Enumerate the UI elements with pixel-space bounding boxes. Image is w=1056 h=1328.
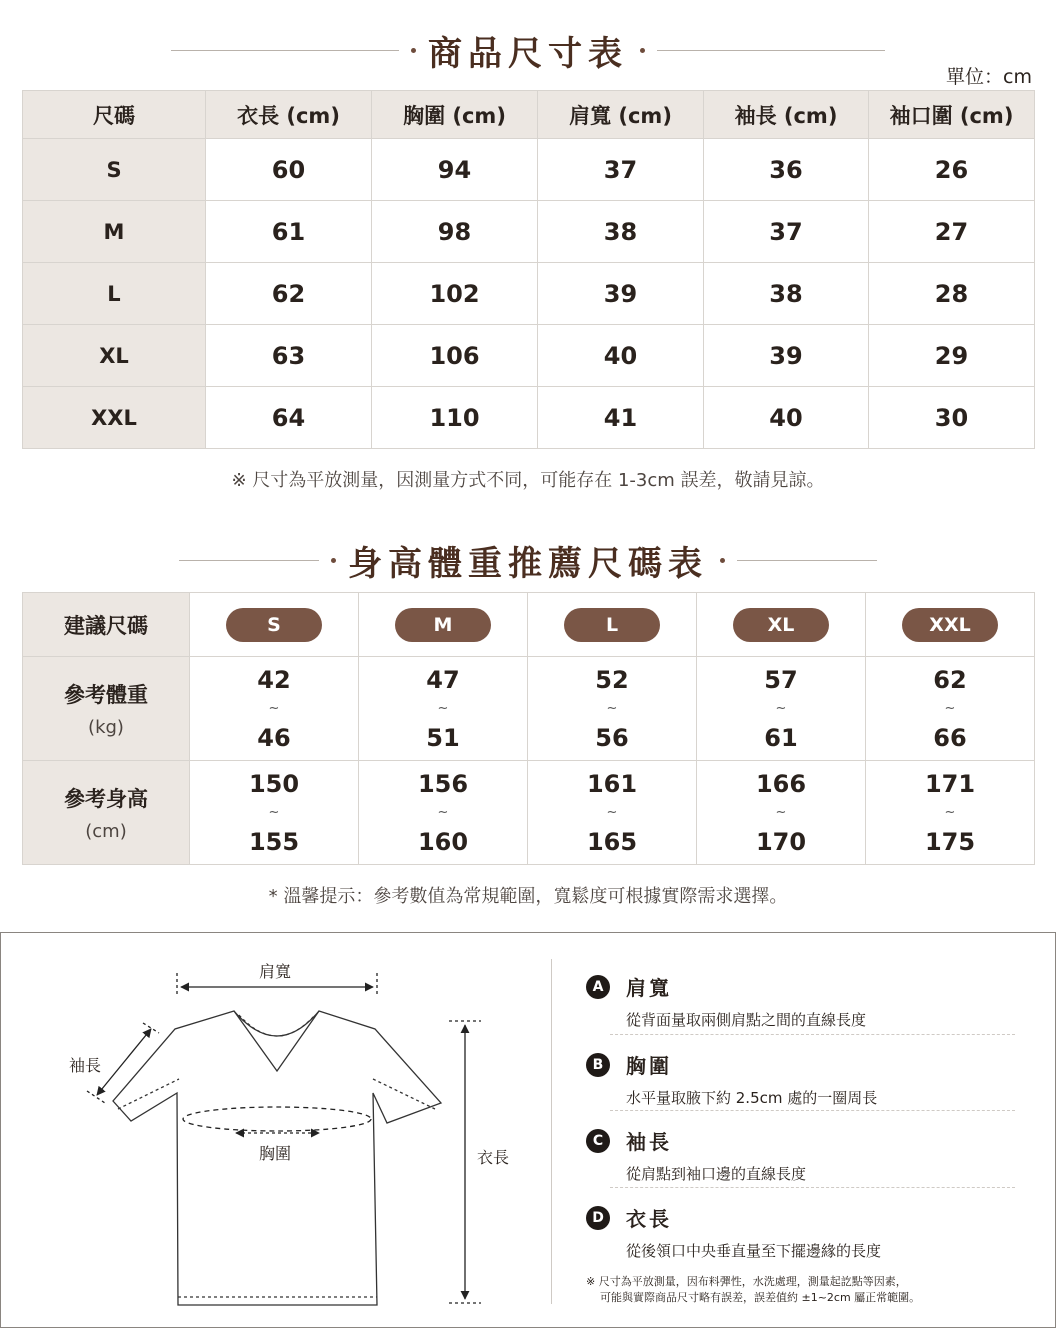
table-cell: 39 — [704, 325, 869, 387]
range-min: 47 — [426, 665, 460, 694]
range-max: 51 — [426, 723, 460, 752]
legend-name: 衣長 — [626, 1207, 672, 1231]
badge-a: A — [586, 975, 610, 999]
legend-item-chest — [586, 1050, 1016, 1108]
range-min: 62 — [933, 665, 967, 694]
size-table — [22, 90, 1035, 449]
recommend-chart-title-row — [0, 536, 1056, 585]
weight-unit: (kg) — [88, 717, 124, 738]
legend-name: 肩寬 — [626, 976, 672, 1000]
size-chart-title-row — [0, 26, 1056, 75]
range-max: 160 — [417, 827, 469, 856]
badge-b: B — [586, 1053, 610, 1077]
diagram-divider — [551, 959, 552, 1304]
range-max: 46 — [257, 723, 291, 752]
table-cell: 26 — [869, 139, 1035, 201]
size-pill-xl: XL — [733, 608, 829, 642]
shoulder-label: 肩寬 — [259, 962, 292, 981]
legend-item-length — [586, 1203, 1016, 1261]
height-label: 參考身高 — [64, 787, 148, 811]
table-cell: 38 — [538, 201, 704, 263]
length-label: 衣長 — [477, 1148, 510, 1167]
diagram-footnote — [586, 1274, 920, 1306]
table-cell: 106 — [372, 325, 538, 387]
height-range — [528, 771, 696, 855]
size-pill-m: M — [395, 608, 491, 642]
title-rule-left — [179, 560, 319, 561]
recommend-table — [22, 592, 1035, 865]
badge-c: C — [586, 1129, 610, 1153]
range-tilde: ~ — [606, 804, 618, 820]
weight-row-label — [23, 657, 190, 761]
table-cell: 36 — [704, 139, 869, 201]
height-unit: (cm) — [85, 821, 127, 842]
range-max: 56 — [595, 723, 629, 752]
table-cell: 62 — [206, 263, 372, 325]
table-row — [23, 387, 1035, 449]
range-min: 57 — [764, 665, 798, 694]
size-table-header-row — [23, 91, 1035, 139]
size-cell: L — [23, 263, 206, 325]
table-cell: 27 — [869, 201, 1035, 263]
range-max: 175 — [924, 827, 976, 856]
range-min: 42 — [257, 665, 291, 694]
table-cell: 38 — [704, 263, 869, 325]
column-header: 袖長 (cm) — [704, 91, 869, 139]
column-header: 尺碼 — [23, 91, 206, 139]
legend-name: 袖長 — [626, 1130, 672, 1154]
recommend-chart-note: * 溫馨提示：參考數值為常規範圍，寬鬆度可根據實際需求選擇。 — [268, 886, 788, 907]
chest-measure — [183, 1107, 371, 1133]
footnote-line: ※ 尺寸為平放測量，因布料彈性，水洗處理，測量起訖點等因素， — [586, 1275, 907, 1288]
range-min: 150 — [248, 769, 300, 798]
legend-desc: 從肩點到袖口邊的直線長度 — [626, 1165, 807, 1183]
title-rule-right — [737, 560, 877, 561]
table-cell: 41 — [538, 387, 704, 449]
range-max: 61 — [764, 723, 798, 752]
legend-name: 胸圍 — [626, 1054, 672, 1078]
weight-range — [190, 667, 358, 751]
legend-separator — [610, 1110, 1015, 1111]
range-tilde: ~ — [268, 804, 280, 820]
table-cell: 29 — [869, 325, 1035, 387]
legend-separator — [610, 1034, 1015, 1035]
range-max: 170 — [755, 827, 807, 856]
table-cell: 37 — [538, 139, 704, 201]
height-row-label — [23, 761, 190, 865]
table-row — [23, 201, 1035, 263]
title-rule-right — [657, 50, 885, 51]
size-cell: XL — [23, 325, 206, 387]
sleeve-label: 袖長 — [69, 1056, 102, 1075]
range-min: 156 — [417, 769, 469, 798]
height-row — [23, 761, 1035, 865]
recommend-chart-title: 身高體重推薦尺碼表 — [348, 544, 708, 584]
size-cell: S — [23, 139, 206, 201]
range-tilde: ~ — [437, 804, 449, 820]
legend-desc: 從背面量取兩側肩點之間的直線長度 — [626, 1011, 867, 1029]
table-cell: 40 — [538, 325, 704, 387]
legend-desc: 水平量取腋下約 2.5cm 處的一圈周長 — [626, 1089, 878, 1107]
title-rule-left — [171, 50, 399, 51]
table-row — [23, 139, 1035, 201]
legend-separator — [610, 1187, 1015, 1188]
range-max: 155 — [248, 827, 300, 856]
table-cell: 60 — [206, 139, 372, 201]
size-row — [23, 593, 1035, 657]
table-cell: 98 — [372, 201, 538, 263]
range-min: 161 — [586, 769, 638, 798]
range-tilde: ~ — [437, 700, 449, 716]
weight-row — [23, 657, 1035, 761]
range-max: 165 — [586, 827, 638, 856]
title-dot — [331, 558, 336, 563]
range-min: 166 — [755, 769, 807, 798]
size-pill-s: S — [226, 608, 322, 642]
range-tilde: ~ — [775, 804, 787, 820]
table-cell: 37 — [704, 201, 869, 263]
range-max: 66 — [933, 723, 967, 752]
table-cell: 39 — [538, 263, 704, 325]
table-cell: 110 — [372, 387, 538, 449]
table-cell: 102 — [372, 263, 538, 325]
chest-label: 胸圍 — [259, 1144, 292, 1163]
height-range — [866, 771, 1034, 855]
range-min: 171 — [924, 769, 976, 798]
range-tilde: ~ — [944, 700, 956, 716]
table-row — [23, 263, 1035, 325]
weight-range — [697, 667, 865, 751]
size-pill-xxl: XXL — [902, 608, 998, 642]
column-header: 胸圍 (cm) — [372, 91, 538, 139]
legend-item-shoulder — [586, 972, 1016, 1030]
range-tilde: ~ — [944, 804, 956, 820]
tshirt-diagram — [1, 933, 551, 1328]
size-chart-title: 商品尺寸表 — [428, 34, 628, 74]
table-cell: 63 — [206, 325, 372, 387]
table-cell: 61 — [206, 201, 372, 263]
title-dot — [640, 48, 645, 53]
table-row — [23, 325, 1035, 387]
range-tilde: ~ — [606, 700, 618, 716]
weight-range — [528, 667, 696, 751]
table-cell: 64 — [206, 387, 372, 449]
size-chart-note: ※ 尺寸為平放測量，因測量方式不同，可能存在 1-3cm 誤差，敬請見諒。 — [231, 470, 825, 491]
weight-range — [359, 667, 527, 751]
height-range — [359, 771, 527, 855]
size-cell: XXL — [23, 387, 206, 449]
table-cell: 28 — [869, 263, 1035, 325]
table-cell: 30 — [869, 387, 1035, 449]
range-tilde: ~ — [775, 700, 787, 716]
size-pill-l: L — [564, 608, 660, 642]
unit-label: 單位：cm — [946, 66, 1032, 88]
height-range — [697, 771, 865, 855]
column-header: 肩寬 (cm) — [538, 91, 704, 139]
table-cell: 94 — [372, 139, 538, 201]
column-header: 衣長 (cm) — [206, 91, 372, 139]
weight-label: 參考體重 — [64, 683, 148, 707]
title-dot — [411, 48, 416, 53]
footnote-line: 可能與實際商品尺寸略有誤差，誤差值約 ±1~2cm 屬正常範圍。 — [600, 1291, 921, 1304]
table-cell: 40 — [704, 387, 869, 449]
legend-desc: 從後領口中央垂直量至下擺邊緣的長度 — [626, 1242, 882, 1260]
title-dot — [720, 558, 725, 563]
range-tilde: ~ — [268, 700, 280, 716]
size-cell: M — [23, 201, 206, 263]
weight-range — [866, 667, 1034, 751]
legend-item-sleeve — [586, 1126, 1016, 1184]
column-header: 袖口圍 (cm) — [869, 91, 1035, 139]
size-row-label: 建議尺碼 — [23, 593, 190, 657]
range-min: 52 — [595, 665, 629, 694]
badge-d: D — [586, 1206, 610, 1230]
height-range — [190, 771, 358, 855]
